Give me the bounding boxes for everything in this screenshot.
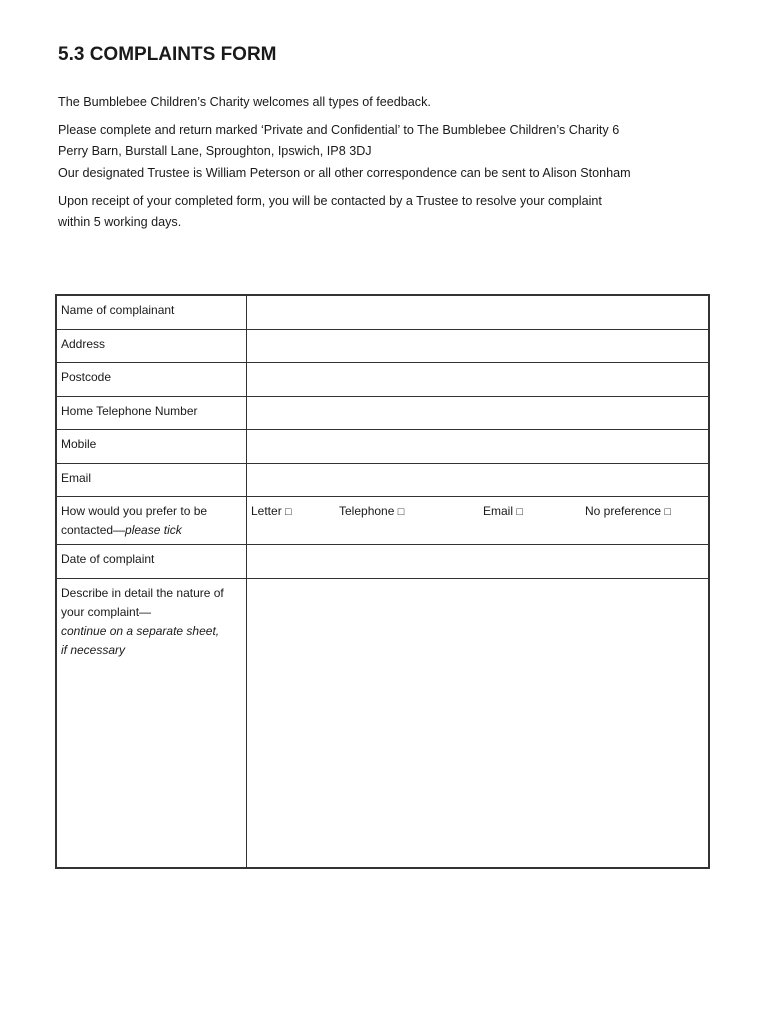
receipt-text xyxy=(58,191,718,233)
letter-option-label: Letter xyxy=(251,504,282,518)
no-preference-checkbox[interactable]: □ xyxy=(664,506,672,518)
description-label-line-1: Describe in detail the nature of xyxy=(61,586,224,600)
home-telephone-field[interactable] xyxy=(247,397,710,430)
description-note-line-2: if necessary xyxy=(61,643,126,657)
description-field[interactable] xyxy=(247,579,710,869)
email-field[interactable] xyxy=(247,464,710,497)
postcode-label: Postcode xyxy=(56,363,247,397)
form-row-postcode xyxy=(56,363,709,397)
email-option[interactable] xyxy=(483,502,523,522)
form-row-home-telephone xyxy=(56,397,709,430)
address-field[interactable] xyxy=(247,330,710,363)
form-row-name xyxy=(56,295,709,330)
no-preference-option[interactable] xyxy=(585,502,671,522)
form-row-description xyxy=(56,579,709,869)
date-label: Date of complaint xyxy=(56,545,247,579)
complaints-form-table xyxy=(55,294,710,869)
address-label: Address xyxy=(56,330,247,363)
description-note-line-1: continue on a separate sheet, xyxy=(61,624,220,638)
receipt-text-line-1: Upon receipt of your completed form, you will be contacted by a Trustee to resolve your complaint xyxy=(58,194,602,208)
name-label: Name of complainant xyxy=(56,295,247,330)
telephone-option-label: Telephone xyxy=(339,504,395,518)
contact-preference-options xyxy=(247,497,710,545)
welcome-text: The Bumblebee Children’s Charity welcomes all types of feedback. xyxy=(58,95,431,109)
email-label: Email xyxy=(56,464,247,497)
letter-checkbox[interactable]: □ xyxy=(285,506,292,518)
email-checkbox[interactable]: □ xyxy=(516,506,524,518)
no-preference-option-label: No preference xyxy=(585,504,662,518)
contact-preference-label xyxy=(56,497,247,545)
letter-option[interactable] xyxy=(251,502,292,522)
mobile-field[interactable] xyxy=(247,430,710,464)
name-field[interactable] xyxy=(247,295,710,330)
return-instructions-line-2: Perry Barn, Burstall Lane, Sproughton, Ipswich, IP8 3DJ xyxy=(58,144,372,158)
description-label-line-2: your complaint— xyxy=(61,605,152,619)
description-label xyxy=(56,579,247,869)
postcode-field[interactable] xyxy=(247,363,710,397)
form-row-address xyxy=(56,330,709,363)
contact-preference-label-line-1: How would you prefer to be xyxy=(61,504,208,518)
return-instructions-line-1: Please complete and return marked ‘Private and Confidential’ to The Bumblebee Children’s Charity 6 xyxy=(58,123,620,137)
telephone-checkbox[interactable]: □ xyxy=(397,506,405,518)
telephone-option[interactable] xyxy=(339,502,404,522)
contact-preference-label-line-2: contacted— xyxy=(61,523,126,537)
form-row-contact-preference xyxy=(56,497,709,545)
trustee-text: Our designated Trustee is William Peterson or all other correspondence can be sent to Alison Stonham xyxy=(58,166,631,180)
date-field[interactable] xyxy=(247,545,710,579)
email-option-label: Email xyxy=(483,504,514,518)
document-page xyxy=(58,44,718,240)
form-row-date xyxy=(56,545,709,579)
page-title: 5.3 COMPLAINTS FORM xyxy=(58,44,277,65)
form-row-mobile xyxy=(56,430,709,464)
home-telephone-label: Home Telephone Number xyxy=(56,397,247,430)
receipt-text-line-2: within 5 working days. xyxy=(58,215,182,229)
mobile-label: Mobile xyxy=(56,430,247,464)
form-row-email xyxy=(56,464,709,497)
contact-preference-instruction: please tick xyxy=(125,523,182,537)
return-instructions xyxy=(58,120,718,162)
